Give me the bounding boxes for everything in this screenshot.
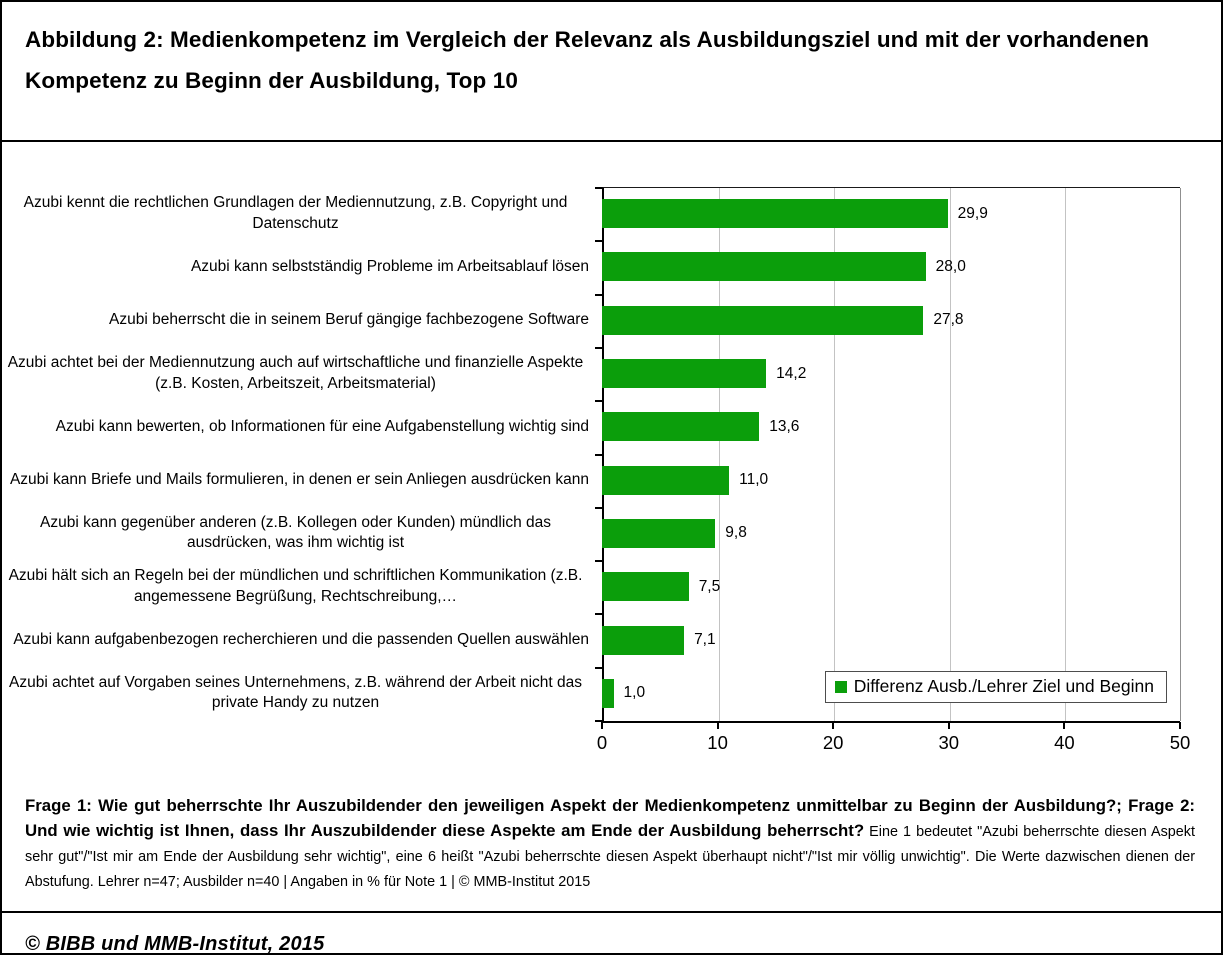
category-label: Azubi kann aufgabenbezogen recherchieren und die passenden Quellen auswählen [13,630,589,648]
legend-label: Differenz Ausb./Lehrer Ziel und Beginn [853,676,1154,696]
bar-cell [602,453,1180,506]
category-label-cell [2,613,602,666]
bar-cell [602,613,1180,666]
category-label-cell [2,347,602,400]
category-label-cell [2,240,602,293]
value-label: 14,2 [776,364,807,382]
x-axis-labels [596,732,1191,758]
category-label: Azubi kennt die rechtlichen Grundlagen der Mediennutzung, z.B. Copyright und Datenschutz [23,194,568,232]
value-label: 11,0 [739,471,769,489]
bar-chart [2,142,1221,787]
bar [602,679,614,708]
bar [602,626,684,655]
legend [825,671,1167,703]
chart-row [2,453,1180,506]
category-label: Azubi kann bewerten, ob Informationen für eine Aufgabenstellung wichtig sind [55,417,589,435]
chart-row [2,187,1180,240]
category-label: Azubi kann Briefe und Mails formulieren, in denen er sein Anliegen ausdrücken kann [9,470,589,488]
chart-row [2,613,1180,666]
credit-bar [2,911,1221,955]
category-label: Azubi beherrscht die in seinem Beruf gängige fachbezogene Software [109,310,589,328]
x-axis-tickmarks [602,722,1180,730]
category-label-cell [2,187,602,240]
bar [602,412,759,441]
x-tick-label: 10 [707,732,728,753]
bar-cell [602,294,1180,347]
bar-cell [602,560,1180,613]
bar-cell [602,347,1180,400]
bar-cell [602,187,1180,240]
value-label: 28,0 [935,257,966,275]
footnote-explanation: Eine 1 bedeutet "Azubi beherrschte diesen Aspekt sehr gut"/"Ist mir am Ende der Ausbildung sehr wichtig", eine 6 heißt "Azubi beherrschte diesen Aspekt überhaupt nicht"/"Ist mir völlig unwichtig". Die Werte dazwischen dienen der Abstufung. Lehrer n=47; Ausbilder n=40 | Angaben in % für Note 1 | © MMB-Institut 2015 [25,824,1196,890]
x-tick-label: 50 [1169,732,1191,753]
chart-row [2,294,1180,347]
category-label: Azubi kann gegenüber anderen (z.B. Kollegen oder Kunden) mündlich das ausdrücken, was ihm wichtig ist [40,513,551,552]
value-label: 13,6 [769,417,800,435]
bar [602,359,766,388]
bar [602,199,948,228]
category-label: Azubi achtet bei der Mediennutzung auch auf wirtschaftliche und finanzielle Aspekte (z.B. Kosten, Arbeitszeit, Arbeitsmaterial) [7,354,584,392]
footnote-questions: Frage 1: Wie gut beherrschte Ihr Auszubildender den jeweiligen Aspekt der Medienkompetenz unmittelbar zu Beginn der Ausbildung?; Frage 2: Und wie wichtig ist Ihnen, dass Ihr Auszubildender diese Aspekte am Ende der Ausbildung beherrscht? [25,796,1195,840]
category-label-cell [2,400,602,453]
legend-swatch-icon [835,681,847,693]
x-tick-label: 0 [596,732,608,753]
category-label: Azubi hält sich an Regeln bei der mündlichen und schriftlichen Kommunikation (z.B. angemessene Begrüßung, Rechtschreibung,… [8,567,583,605]
x-tick-label: 30 [938,732,960,753]
value-label: 7,5 [698,577,721,595]
category-label: Azubi achtet auf Vorgaben seines Unternehmens, z.B. während der Arbeit nicht das private Handy zu nutzen [9,673,582,712]
chart-row [2,400,1180,453]
credit-text: © BIBB und MMB-Institut, 2015 [25,933,325,955]
value-label: 9,8 [725,524,747,542]
x-tick [832,722,834,729]
category-label-cell [2,667,602,720]
bar [602,252,926,281]
x-tick [601,722,603,729]
chart-row [2,347,1180,400]
x-tick [1063,722,1065,729]
x-tick [717,722,719,729]
category-label-cell [2,453,602,506]
value-label: 29,9 [957,204,988,222]
bar [602,572,689,601]
bar-cell [602,240,1180,293]
category-label-cell [2,294,602,347]
bar [602,466,729,495]
chart-row [2,240,1180,293]
bar [602,306,923,335]
value-label: 1,0 [623,684,646,702]
figure-title: Abbildung 2: Medienkompetenz im Vergleich der Relevanz als Ausbildungsziel und mit der vorhandenen Kompetenz zu Beginn der Ausbildung, Top 10 [25,27,1150,93]
x-tick [1179,722,1181,729]
chart-rows [2,187,1180,720]
category-label: Azubi kann selbstständig Probleme im Arbeitsablauf lösen [190,257,589,275]
chart-row [2,560,1180,613]
bar-cell [602,400,1180,453]
bar [602,519,715,548]
bar-cell [602,507,1180,560]
category-label-cell [2,560,602,613]
footnote [2,787,1221,911]
chart-row [2,507,1180,560]
value-label: 27,8 [933,311,964,329]
title-block [2,2,1221,142]
x-tick-label: 40 [1054,732,1075,753]
x-tick-label: 20 [822,732,844,753]
x-tick [948,722,950,729]
value-label: 7,1 [694,631,716,649]
category-label-cell [2,507,602,560]
gridline [1180,188,1181,721]
